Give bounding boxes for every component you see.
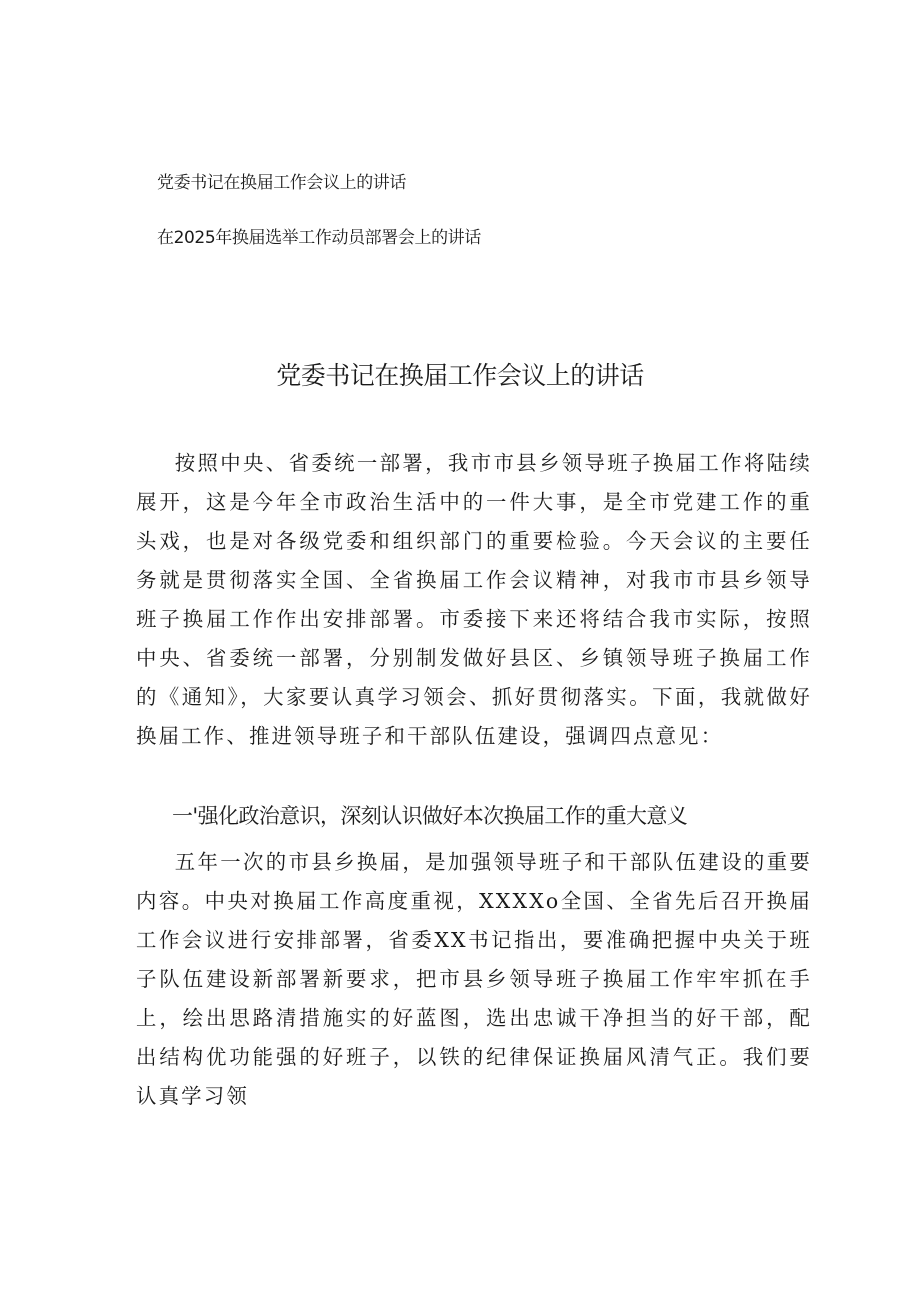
section-heading-1: 一'强化政治意识，深刻认识做好本次换届工作的重大意义 — [172, 804, 688, 828]
body-paragraph-2: 五年一次的市县乡换届，是加强领导班子和干部队伍建设的重要内容。中央对换届工作高度重视，XXXXo全国、全省先后召开换届工作会议进行安排部署，省委XX书记指出，要准确把握中央关于班子队伍建设新部署新要求，把市县乡领导班子换届工作牢牢抓在手上，绘出思路清措施实的好蓝图，选出忠诚干净担当的好干部，配出结构优功能强的好班子，以铁的纪律保证换届风清气正。我们要认真学习领 — [136, 850, 812, 1108]
toc-entry-1: 党委书记在换届工作会议上的讲话 — [157, 173, 406, 193]
toc-entry-2: 在2025年换届选举工作动员部署会上的讲话 — [157, 228, 481, 248]
body-paragraph-1: 按照中央、省委统一部署，我市市县乡领导班子换届工作将陆续展开，这是今年全市政治生活中的一件大事，是全市党建工作的重头戏，也是对各级党委和组织部门的重要检验。今天会议的主要任务就是贯彻落实全国、全省换届工作会议精神，对我市市县乡领导班子换届工作作出安排部署。市委接下来还将结合我市实际，按照中央、省委统一部署，分别制发做好县区、乡镇领导班子换届工作的《通知》，大家要认真学习领会、抓好贯彻落实。下面，我就做好换届工作、推进领导班子和干部队伍建设，强调四点意见： — [136, 451, 812, 748]
document-title: 党委书记在换届工作会议上的讲话 — [276, 361, 644, 390]
